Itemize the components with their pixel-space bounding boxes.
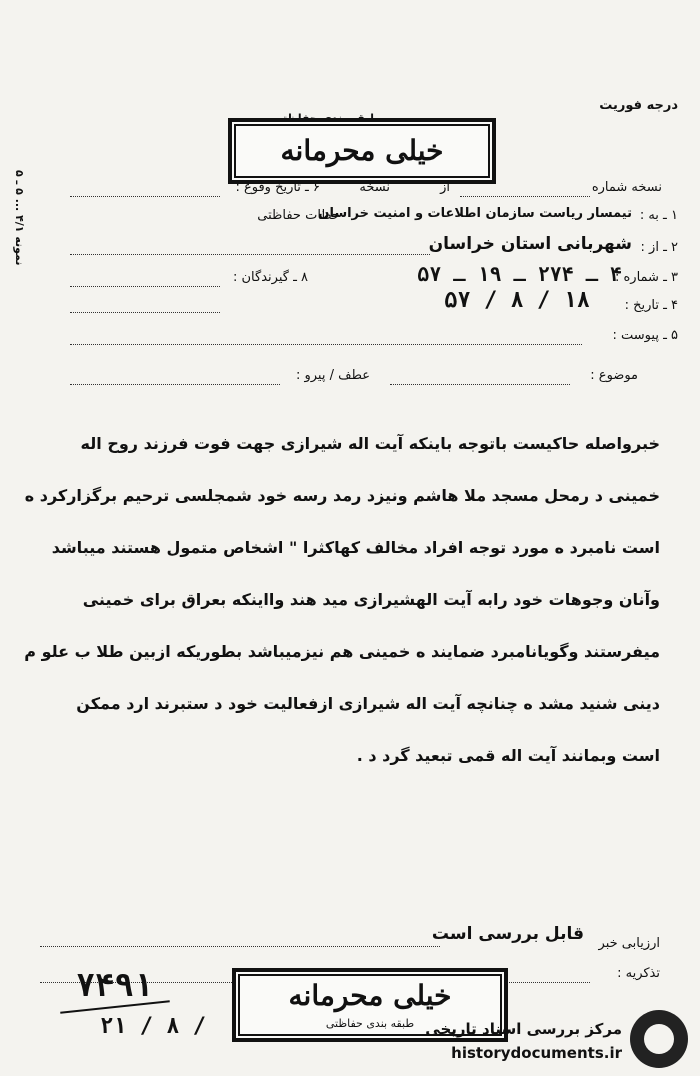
urgency-label: درجه فوریت [599, 98, 678, 113]
body-line: است وبمانند آیت اله قمی تبعید گرد د . [356, 746, 660, 765]
recipients-line [70, 286, 220, 287]
archive-logo-icon [630, 1010, 688, 1068]
body-line: است نامبرد ه مورد توجه افراد مخالف کهاکثرا " اشخاص متمول هستند میباشد [51, 538, 660, 557]
attachment-line [70, 344, 582, 345]
number-label: ۳ ـ شماره : [614, 270, 678, 285]
date-value: ۵۷ / ۸ / ۱۸ [444, 288, 590, 313]
to-value: تیمسار ریاست سازمان اطلاعات و امنیت خراسان [318, 206, 632, 221]
watermark-title: مرکز بررسی اسناد تاریخی [425, 1020, 622, 1038]
body-line: میفرستند وگویانامبرد ضمایند ه خمینی هم نیزمیباشد بطوریکه ازبین طلا ب علو م [24, 642, 660, 661]
from-value: شهربانی استان خراسان [428, 234, 632, 254]
from-row-label: ۲ ـ از : [640, 240, 678, 255]
handwritten-number: ۷۴۹۱ [76, 966, 154, 1004]
classification-stamp-top: خیلی محرمانه [228, 118, 496, 184]
note-label: تذکریه : [617, 966, 660, 981]
date-label: ۴ ـ تاریخ : [624, 298, 678, 313]
recipients-line-2 [70, 312, 220, 313]
attachment-label: ۵ ـ پیوست : [612, 328, 678, 343]
recipients-label: ۸ ـ گیرندگان : [233, 270, 308, 285]
body-line: خمینی د رمحل مسجد ملا هاشم ونیزد رمد رسه خود شمجلسی ترحیم برگزارکرد ه [24, 486, 660, 505]
number-value: ۵۷ ـ ۱۹ ـ ۲۷۴ ـ ۴ [417, 262, 622, 286]
event-date-line [70, 196, 220, 197]
event-date-label: ۶ ـ تاریخ وقوع : [235, 180, 320, 195]
side-form-number: نمونه ۴/۱ ... ۵ ـ ۵ [13, 170, 26, 266]
handwritten-date: ۲۱ / ۸ / [100, 1014, 206, 1039]
subject-label: موضوع : [590, 368, 638, 383]
report-body [24, 418, 660, 782]
body-line: دینی شنید مشد ه چنانچه آیت اله شیرازی ازفعالیت خود د ستبرند ارد ممکن [76, 694, 660, 713]
body-line: خبرواصله حاکیست باتوجه باینکه آیت اله شیرازی جهت فوت فرزند روح اله [80, 434, 660, 453]
classification-stamp-bottom: خیلی محرمانه طبقه بندی حفاظتی [232, 968, 508, 1042]
copy-number-label: نسخه شماره [591, 180, 662, 195]
evaluation-label: ارزیابی خبر [598, 936, 660, 951]
reference-line [70, 384, 280, 385]
evaluation-value: قابل بررسی است [431, 924, 584, 944]
copy-number-line [460, 196, 590, 197]
copy-from-label: از [440, 180, 450, 195]
evaluation-line [40, 946, 440, 947]
copy-label: نسخه [359, 180, 390, 195]
to-suffix: حظات حفاظتی [257, 208, 340, 223]
reference-label: عطف / پیرو : [295, 368, 370, 383]
to-label: ۱ ـ به : [639, 208, 678, 223]
body-line: وآنان وجوهات خود رابه آیت الهشیرازی مید هند وااینکه بعراق برای خمینی [82, 590, 660, 609]
from-row-line [70, 254, 430, 255]
subject-line [390, 384, 570, 385]
watermark-url: historydocuments.ir [451, 1044, 622, 1062]
